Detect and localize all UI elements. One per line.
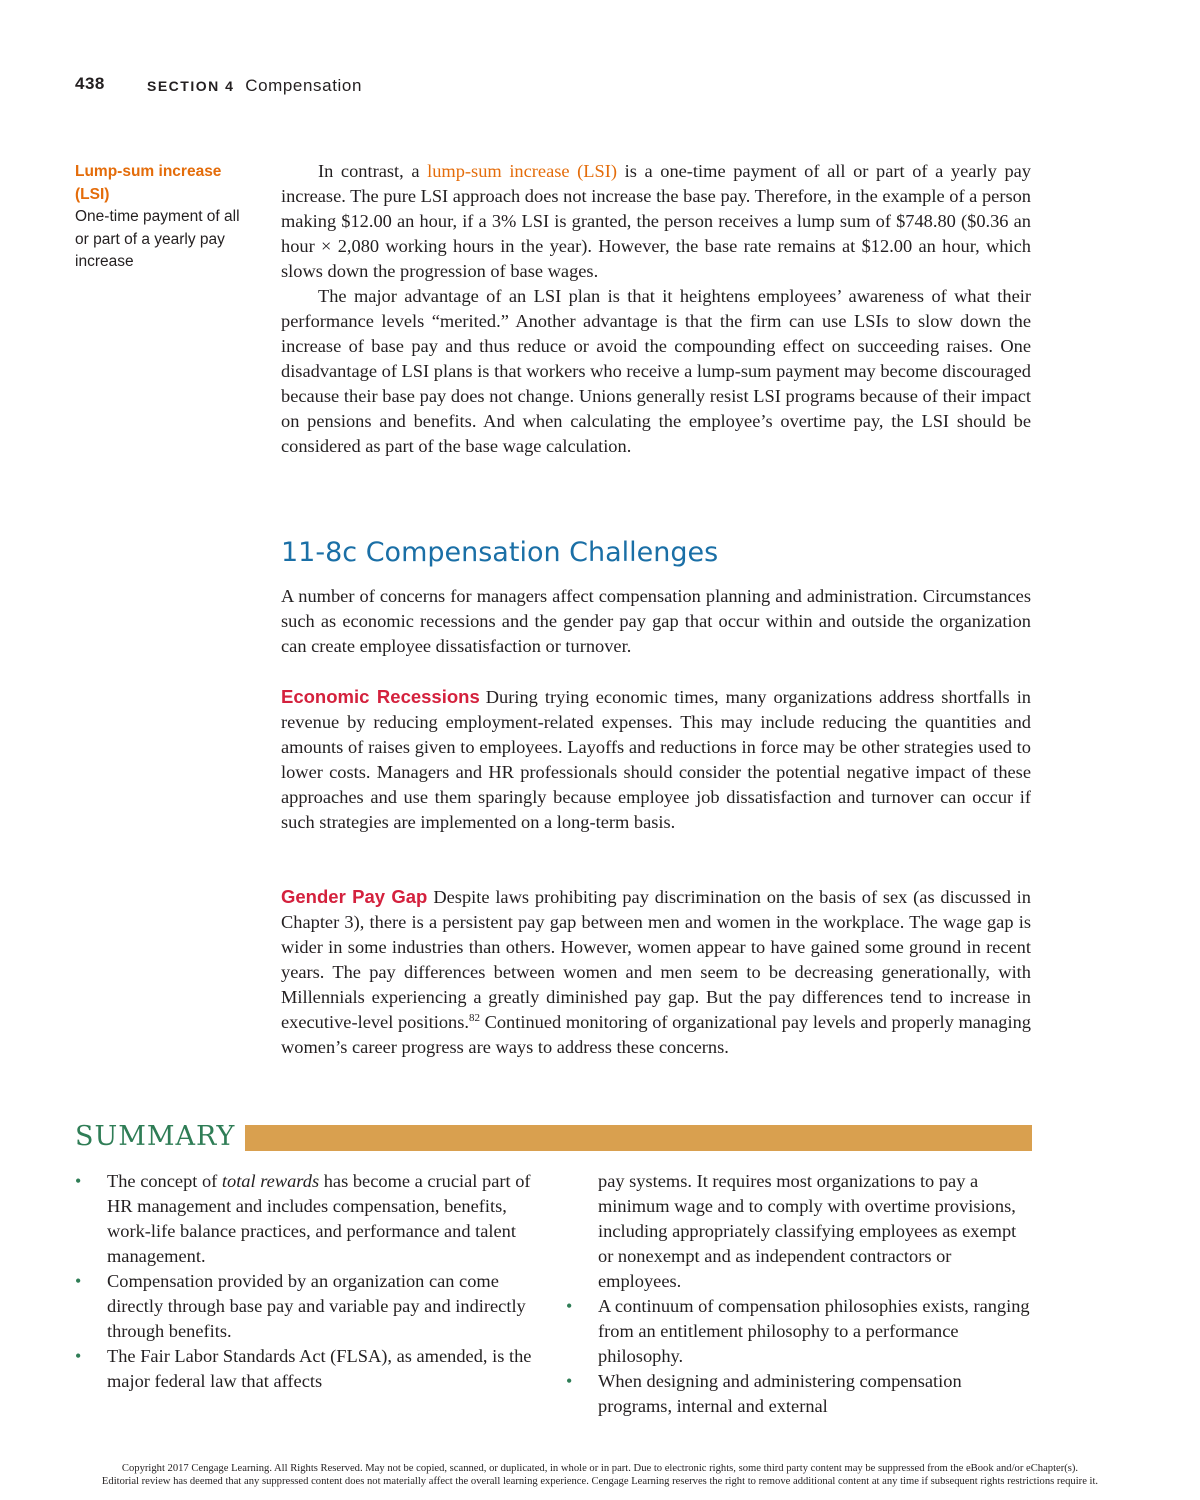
summary-item bbox=[75, 1269, 545, 1344]
copyright-notice bbox=[0, 1462, 1200, 1488]
summary-item bbox=[566, 1294, 1032, 1369]
summary-left-column bbox=[75, 1169, 545, 1394]
gender-pay-gap-text-1: Despite laws prohibiting pay discrimination on the basis of sex (as discussed in Chapter 3), there is a persistent pay gap between men and women in the workplace. The wage gap is wider in some industries than others. However, women appear to have gained some ground in recent years. The pay differences between women and men seem to be decreasing generationally, with Millennials experiencing a greatly diminished pay gap. But the pay differences tend to increase in executive-level positions. bbox=[281, 887, 1031, 1032]
gender-pay-gap-section bbox=[281, 884, 1031, 1060]
summary-b1-before: The concept of bbox=[107, 1171, 222, 1191]
page-header bbox=[75, 74, 363, 95]
summary-bar bbox=[245, 1125, 1032, 1151]
section-title: Compensation bbox=[245, 76, 363, 95]
summary-item-continuation: pay systems. It requires most organizations to pay a minimum wage and to comply with overtime provisions, including appropriately classifying employees as exempt or nonexempt and as independent contractors or employees. bbox=[598, 1171, 1017, 1291]
running-head bbox=[147, 76, 362, 96]
summary-b1-italic: total rewards bbox=[221, 1171, 320, 1191]
bullet-icon: • bbox=[75, 1271, 82, 1291]
economic-recessions-text: During trying economic times, many organizations address shortfalls in revenue by reducing employment-related expenses. This may include reducing the quantities and amounts of raises given to employees. Layoffs and reductions in force may be other strategies used to lower costs. Managers and HR professionals should consider the potential negative impact of these approaches and use them sparingly because employee job dissatisfaction and turnover can occur if such strategies are implemented on a long-term basis. bbox=[281, 687, 1031, 832]
summary-b1-after: has become a crucial part of HR management and includes compensation, benefits, work-life balance practices, and performance and talent management. bbox=[107, 1171, 531, 1266]
summary-b2: Compensation provided by an organization can come directly through base pay and variable pay and indirectly through benefits. bbox=[107, 1271, 526, 1341]
margin-term-line1: Lump-sum increase bbox=[75, 163, 222, 180]
footnote-ref: 82 bbox=[468, 1012, 480, 1024]
page-number: 438 bbox=[75, 74, 105, 93]
gender-pay-gap-text-2: Continued monitoring of organizational pay levels and properly managing women’s career progress are ways to address these concerns. bbox=[281, 1012, 1031, 1057]
economic-recessions-heading: Economic Recessions bbox=[281, 686, 480, 707]
lsi-p1-after: is a one-time payment of all or part of a yearly pay increase. The pure LSI approach does not increase the base pay. Therefore, in the example of a person making $12.00 an hour, if a 3% LSI is granted, the person receives a lump sum of $748.80 ($0.36 an hour × 2,080 working hours in the year). However, the base rate remains at $12.00 an hour, which slows down the progression of base wages. bbox=[281, 161, 1031, 281]
summary-item bbox=[75, 1344, 545, 1394]
copyright-line-2: Editorial review has deemed that any suppressed content does not materially affect the overall learning experience. Cengage Learning reserves the right to remove additional content at any time if subsequent rights restrictions require it. bbox=[101, 1476, 1099, 1487]
challenges-intro bbox=[281, 584, 1031, 659]
section-heading: 11-8c Compensation Challenges bbox=[281, 537, 719, 568]
summary-right-column bbox=[566, 1169, 1032, 1419]
lsi-term: lump-sum increase (LSI) bbox=[427, 161, 617, 181]
summary-b3: The Fair Labor Standards Act (FLSA), as amended, is the major federal law that affects bbox=[107, 1346, 532, 1391]
section-label: SECTION 4 bbox=[147, 78, 235, 94]
economic-recessions-paragraph bbox=[281, 684, 1031, 835]
bullet-icon: • bbox=[566, 1371, 573, 1391]
bullet-icon: • bbox=[75, 1346, 82, 1366]
bullet-icon: • bbox=[566, 1296, 573, 1316]
margin-definition-text: One-time payment of all or part of a yearly pay increase bbox=[75, 208, 240, 270]
lsi-p1-before: In contrast, a bbox=[318, 161, 428, 181]
lsi-paragraph-1 bbox=[281, 159, 1031, 284]
gender-pay-gap-paragraph bbox=[281, 884, 1031, 1060]
bullet-icon: • bbox=[75, 1171, 82, 1191]
summary-b5: When designing and administering compensation programs, internal and external bbox=[598, 1371, 962, 1416]
lsi-paragraph-2: The major advantage of an LSI plan is that it heightens employees’ awareness of what their performance levels “merited.” Another advantage is that the firm can use LSIs to slow down the increase of base pay and thus reduce or avoid the compounding effect on succeeding raises. One disadvantage of LSI plans is that workers who receive a lump-sum payment may become discouraged because their base pay does not change. Unions generally resist LSI programs because of their impact on pensions and benefits. And when calculating the employee’s overtime pay, the LSI should be considered as part of the base wage calculation. bbox=[281, 286, 1031, 456]
margin-term-line2: (LSI) bbox=[75, 185, 110, 203]
summary-item bbox=[75, 1169, 545, 1269]
summary-title: SUMMARY bbox=[75, 1121, 236, 1152]
summary-item bbox=[566, 1369, 1032, 1419]
summary-b4: A continuum of compensation philosophies exists, ranging from an entitlement philosophy to a performance philosophy. bbox=[598, 1296, 1030, 1366]
lsi-section bbox=[281, 159, 1031, 459]
copyright-line-1: Copyright 2017 Cengage Learning. All Rights Reserved. May not be copied, scanned, or duplicated, in whole or in part. Due to electronic rights, some third party content may be suppressed from the eBook and/or eChapter(s). bbox=[121, 1463, 1079, 1474]
margin-term bbox=[75, 161, 250, 206]
gender-pay-gap-heading: Gender Pay Gap bbox=[281, 886, 428, 907]
economic-recessions-section bbox=[281, 684, 1031, 835]
challenges-intro-text: A number of concerns for managers affect compensation planning and administration. Circumstances such as economic recessions and the gender pay gap that occur within and outside the organization can create employee dissatisfaction or turnover. bbox=[281, 586, 1031, 656]
margin-definition bbox=[75, 161, 250, 274]
